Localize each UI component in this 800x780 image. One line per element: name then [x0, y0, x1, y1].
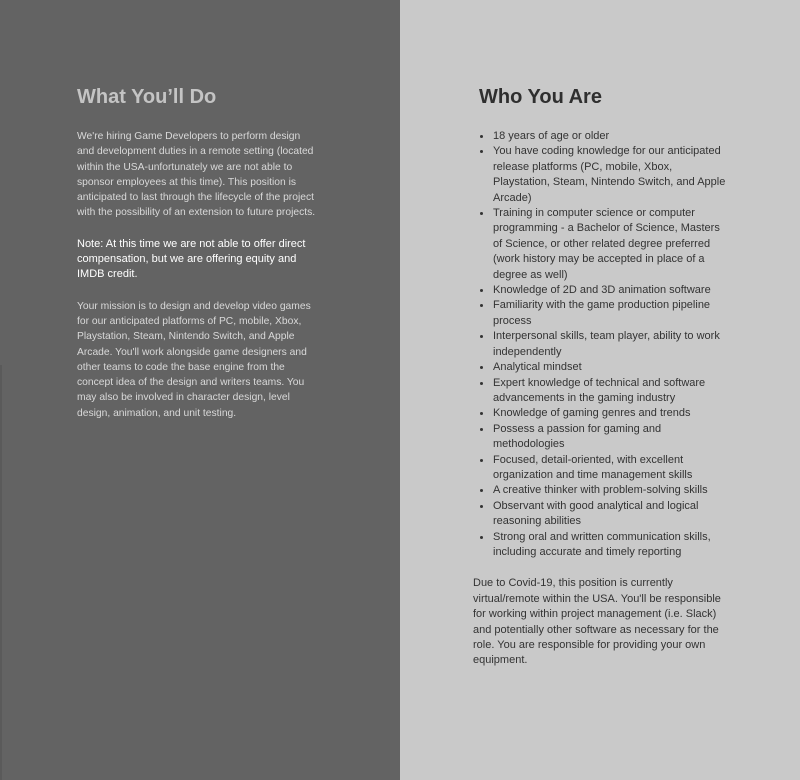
- list-item: • Knowledge of 2D and 3D animation software: [492, 283, 730, 298]
- list-item: • Observant with good analytical and logical reasoning abilities: [492, 499, 730, 530]
- panel-edge-divider: [0, 365, 2, 780]
- list-item: • Interpersonal skills, team player, ability to work independently: [492, 329, 730, 360]
- list-item: • You have coding knowledge for our anticipated release platforms (PC, mobile, Xbox, Playstation, Steam, Nintendo Switch, and Apple Arcade): [492, 144, 730, 206]
- list-item: • Analytical mindset: [492, 360, 730, 375]
- list-item: • A creative thinker with problem-solving skills: [492, 483, 730, 498]
- role-description-paragraph: We're hiring Game Developers to perform design and development duties in a remote setting (located within the USA-unfortunately we are not able to sponsor employees at this time). This position is anticipated to last through the lifecycle of the project with the possibility of an extension to future projects.: [77, 131, 316, 219]
- list-item: • Possess a passion for gaming and methodologies: [492, 422, 730, 453]
- list-item: • Knowledge of gaming genres and trends: [492, 406, 730, 421]
- list-item: • Expert knowledge of technical and software advancements in the gaming industry: [492, 376, 730, 407]
- list-item: • Familiarity with the game production pipeline process: [492, 298, 730, 329]
- covid-remote-paragraph: Due to Covid-19, this position is currently virtual/remote within the USA. You'll be responsible for working within project management (i.e. Slack) and potentially other software as necessary for the role. You are responsible for providing your own equipment.: [473, 577, 721, 667]
- who-you-are-heading: Who You Are: [479, 86, 602, 108]
- who-you-are-panel: [400, 0, 800, 780]
- list-item: • Strong oral and written communication skills, including accurate and timely reporting: [492, 530, 730, 561]
- list-item: • Focused, detail-oriented, with excellent organization and time management skills: [492, 453, 730, 484]
- compensation-note: Note: At this time we are not able to offer direct compensation, but we are offering equity and IMDB credit.: [77, 237, 306, 281]
- what-youll-do-heading: What You’ll Do: [77, 86, 217, 108]
- list-item: • Training in computer science or computer programming - a Bachelor of Science, Masters of Science, or other related degree preferred (work history may be accepted in place of a degree as well): [492, 206, 730, 283]
- requirements-list: [478, 129, 730, 560]
- list-item: • 18 years of age or older: [492, 129, 730, 144]
- mission-paragraph: Your mission is to design and develop video games for our anticipated platforms of PC, mobile, Xbox, Playstation, Steam, Nintendo Switch, and Apple Arcade. You'll work alongside game designers and other teams to code the base engine from the concept idea of the design and writers teams. You may also be involved in character design, level design, animation, and unit testing.: [77, 300, 311, 419]
